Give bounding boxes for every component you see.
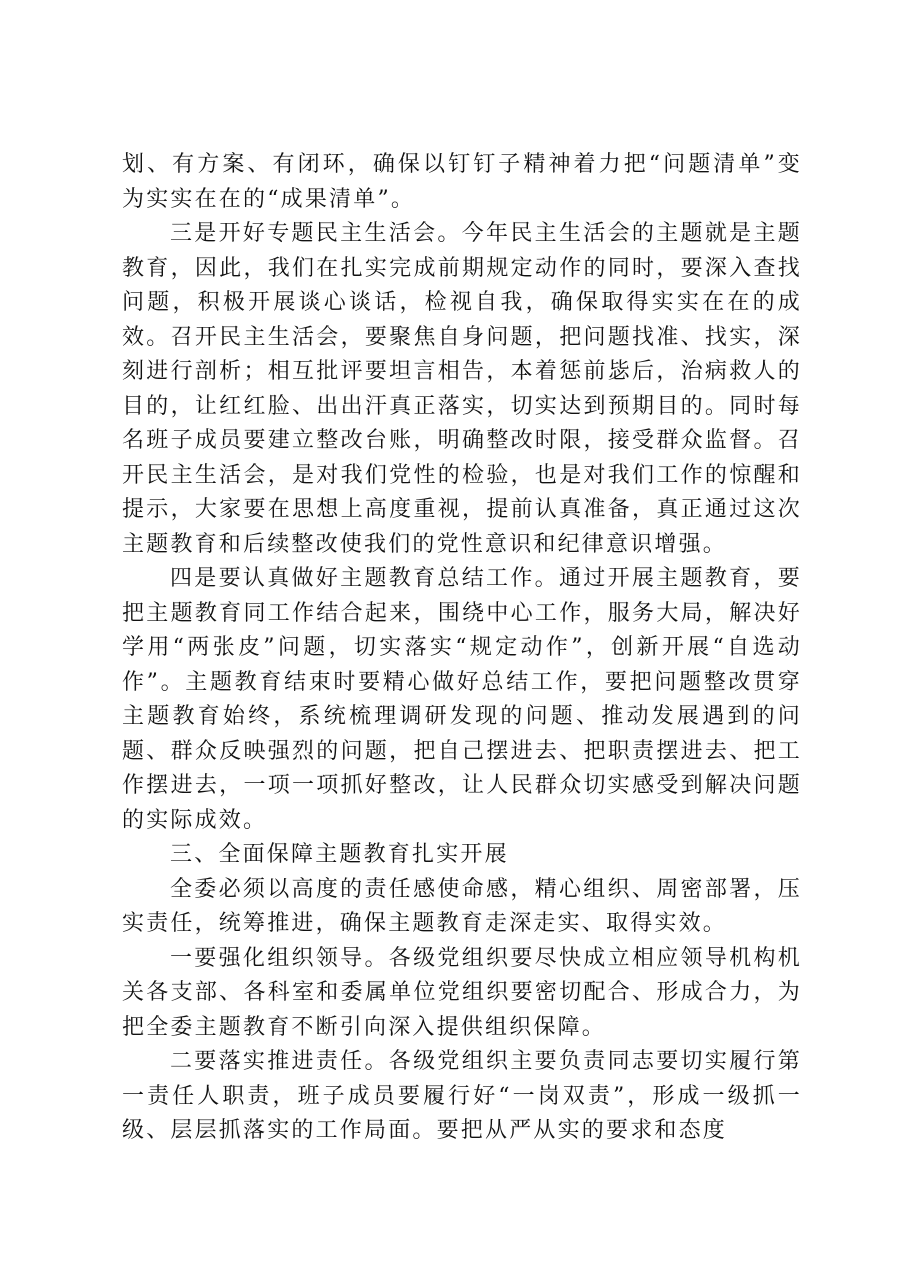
paragraph: 划、有方案、有闭环，确保以钉钉子精神着力把“问题清单”变为实实在在的“成果清单”。 <box>122 152 802 212</box>
section-heading: 三、全面保障主题教育扎实开展 <box>170 842 509 867</box>
document-body <box>122 148 802 1149</box>
paragraph: 一要强化组织领导。各级党组织要尽快成立相应领导机构机关各支部、各科室和委属单位党组织要密切配合、形成合力，为把全委主题教育不断引向深入提供组织保障。 <box>122 945 802 1040</box>
paragraph: 四是要认真做好主题教育总结工作。通过开展主题教育，要把主题教育同工作结合起来，围绕中心工作，服务大局，解决好学用“两张皮”问题，切实落实“规定动作”，创新开展“自选动作”。主题教育结束时要精心做好总结工作，要把问题整改贯穿主题教育始终，系统梳理调研发现的问题、推动发展遇到的问题、群众反映强烈的问题，把自己摆进去、把职责摆进去、把工作摆进去，一项一项抓好整改，让人民群众切实感受到解决问题的实际成效。 <box>122 566 802 833</box>
paragraph: 全委必须以高度的责任感使命感，精心组织、周密部署，压实责任，统筹推进，确保主题教育走深走实、取得实效。 <box>122 876 802 936</box>
paragraph: 二要落实推进责任。各级党组织主要负责同志要切实履行第一责任人职责，班子成员要履行好“一岗双责”，形成一级抓一级、层层抓落实的工作局面。要把从严从实的要求和态度 <box>122 1049 802 1143</box>
paragraph: 三是开好专题民主生活会。今年民主生活会的主题就是主题教育，因此，我们在扎实完成前期规定动作的同时，要深入查找问题，积极开展谈心谈话，检视自我，确保取得实实在在的成效。召开民主生活会，要聚焦自身问题，把问题找准、找实，深刻进行剖析；相互批评要坦言相告，本着惩前毖后，治病救人的目的，让红红脸、出出汗真正落实，切实达到预期目的。同时每名班子成员要建立整改台账，明确整改时限，接受群众监督。召开民主生活会，是对我们党性的检验，也是对我们工作的惊醒和提示，大家要在思想上高度重视，提前认真准备，真正通过这次主题教育和后续整改使我们的党性意识和纪律意识增强。 <box>122 221 802 557</box>
